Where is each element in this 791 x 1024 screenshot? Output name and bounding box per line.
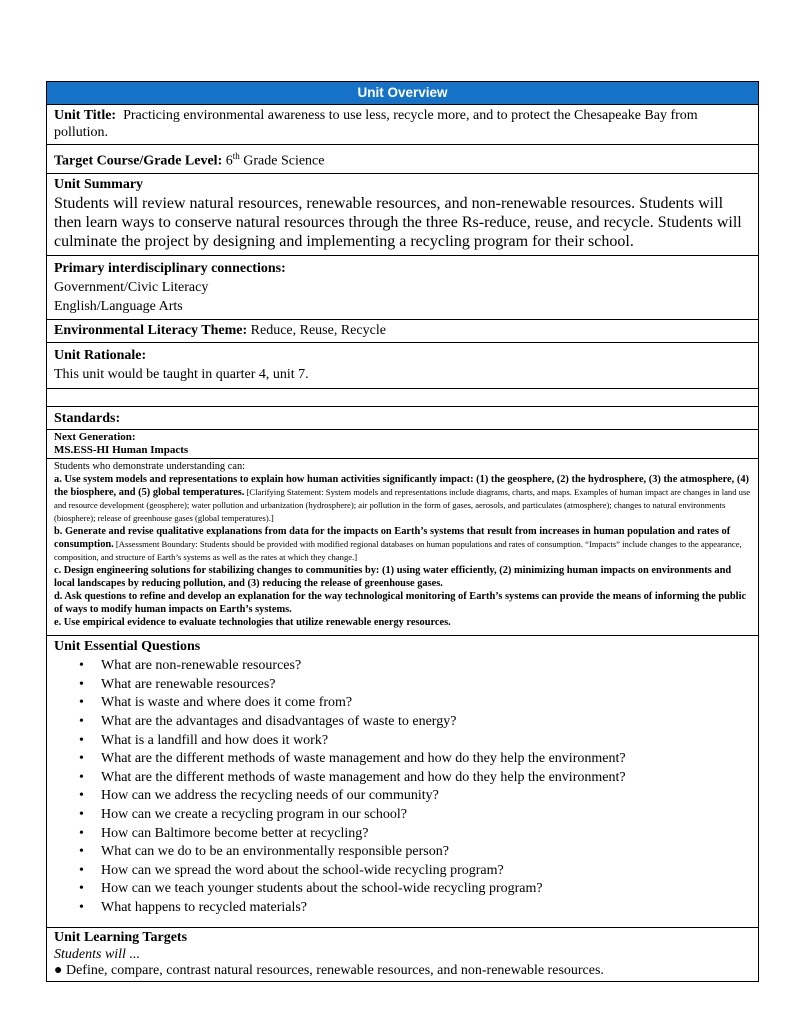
standard-e: e. Use empirical evidence to evaluate technologies that utilize renewable energy resources. [54, 616, 451, 628]
questions-row [47, 635, 758, 928]
standard-c: c. Design engineering solutions for stabilizing changes to communities by: (1) using water efficiently, (2) minimizing human impacts on environments and local landscapes by reducing pollution, and (3) reducing the release of greenhouse gases. [54, 564, 732, 589]
list-item: • What are the advantages and disadvantages of waste to energy? [101, 713, 751, 732]
list-item: • What are the different methods of waste management and how do they help the environment? [101, 750, 751, 769]
unit-overview-table [46, 81, 759, 982]
summary-text: Students will review natural resources, renewable resources, and non-renewable resources. Students will then learn ways to conserve natural resources through the three Rs-reduce, reuse, and recycle. Students will culminate the project by designing and implementing a recycling program for their school. [54, 194, 742, 250]
standard-b-note: [Assessment Boundary: Students should be provided with modified regional databases on human populations and rates of consumption. “Impacts” include changes to the appearance, composition, and structure of Earth’s systems as well as the rates at which they change.] [54, 538, 742, 562]
list-item: • What are the different methods of waste management and how do they help the environment? [101, 769, 751, 788]
standards-code: MS.ESS-HI Human Impacts [54, 443, 189, 456]
standard-b [54, 525, 751, 564]
list-item: • What are non-renewable resources? [101, 657, 751, 676]
list-item: • How can we teach younger students about the school-wide recycling program? [101, 880, 751, 899]
grade-number: 6 [225, 153, 233, 169]
grade-text: Grade Science [239, 153, 325, 169]
list-item: • What is waste and where does it come from? [101, 694, 751, 713]
list-item: • How can we spread the word about the school-wide recycling program? [101, 862, 751, 881]
summary-row [47, 173, 758, 255]
targets-intro: Students will ... [54, 946, 140, 962]
list-item: • How can Baltimore become better at recycling? [101, 825, 751, 844]
list-item: • What can we do to be an environmentally responsible person? [101, 843, 751, 862]
theme-row [47, 319, 758, 343]
target-course-row [47, 144, 758, 173]
target-item: ● Define, compare, contrast natural resources, renewable resources, and non-renewable resources. [54, 963, 604, 979]
standard-a [54, 473, 751, 525]
unit-title-row [47, 104, 758, 144]
table-header [47, 82, 758, 104]
grade-suffix: th [232, 151, 240, 161]
standards-code-row [47, 429, 758, 458]
list-item: • What happens to recycled materials? [101, 899, 751, 918]
standards-row [47, 406, 758, 429]
questions-label: Unit Essential Questions [54, 638, 201, 654]
target-course-label: Target Course/Grade Level: [54, 153, 223, 169]
connections-row [47, 255, 758, 319]
standards-label: Standards: [54, 411, 121, 427]
header-title: Unit Overview [357, 85, 448, 100]
standard-b-text: b. Generate and revise qualitative explanations from data for the impacts on Earth’s systems that result from increases in human population and rates of consumption. [54, 525, 731, 550]
standard-a-text: a. Use system models and representations to explain how human activities significantly impact: (1) the geosphere, (2) the hydrosphere, (3) the atmosphere, (4) the biosphere, and (5) global temperatures. [54, 473, 749, 498]
rationale-row [47, 342, 758, 388]
standard-a-note: [Clarifying Statement: System models and representations include diagrams, charts, and maps. Examples of human impact are changes in land use and resource development (geosphere); water pollution and urbanization (hydrosphere); air pollution in the form of gases, aerosols, and particulates (atmosphere); changes to natural environments (biosphere); release of greenhouse gases (global temperatures).] [54, 486, 751, 523]
rationale-text: This unit would be taught in quarter 4, unit 7. [54, 367, 309, 383]
next-gen-label: Next Generation: [54, 430, 136, 443]
rationale-label: Unit Rationale: [54, 348, 147, 364]
standard-d: d. Ask questions to refine and develop an explanation for the way technological monitoring of Earth’s systems can provide the means of informing the public of ways to modify human impacts on Earth’s systems. [54, 590, 747, 615]
standards-detail-row [47, 458, 758, 635]
list-item: • What are renewable resources? [101, 676, 751, 695]
standards-intro: Students who demonstrate understanding can: [54, 460, 246, 472]
targets-row [47, 927, 758, 981]
blank-row [47, 388, 758, 406]
questions-list [54, 657, 751, 917]
list-item: • How can we create a recycling program in our school? [101, 806, 751, 825]
list-item: • How can we address the recycling needs of our community? [101, 787, 751, 806]
connection-item: Government/Civic Literacy [54, 279, 209, 295]
connection-item: English/Language Arts [54, 298, 183, 314]
theme-label: Environmental Literacy Theme: [54, 322, 248, 338]
targets-label: Unit Learning Targets [54, 930, 188, 946]
summary-label: Unit Summary [54, 177, 144, 193]
unit-title-label: Unit Title: [54, 108, 117, 123]
unit-title-text: Practicing environmental awareness to use less, recycle more, and to protect the Chesapeake Bay from pollution. [54, 108, 698, 140]
list-item: • What is a landfill and how does it work? [101, 732, 751, 751]
connections-label: Primary interdisciplinary connections: [54, 260, 286, 276]
theme-text: Reduce, Reuse, Recycle [250, 322, 386, 338]
